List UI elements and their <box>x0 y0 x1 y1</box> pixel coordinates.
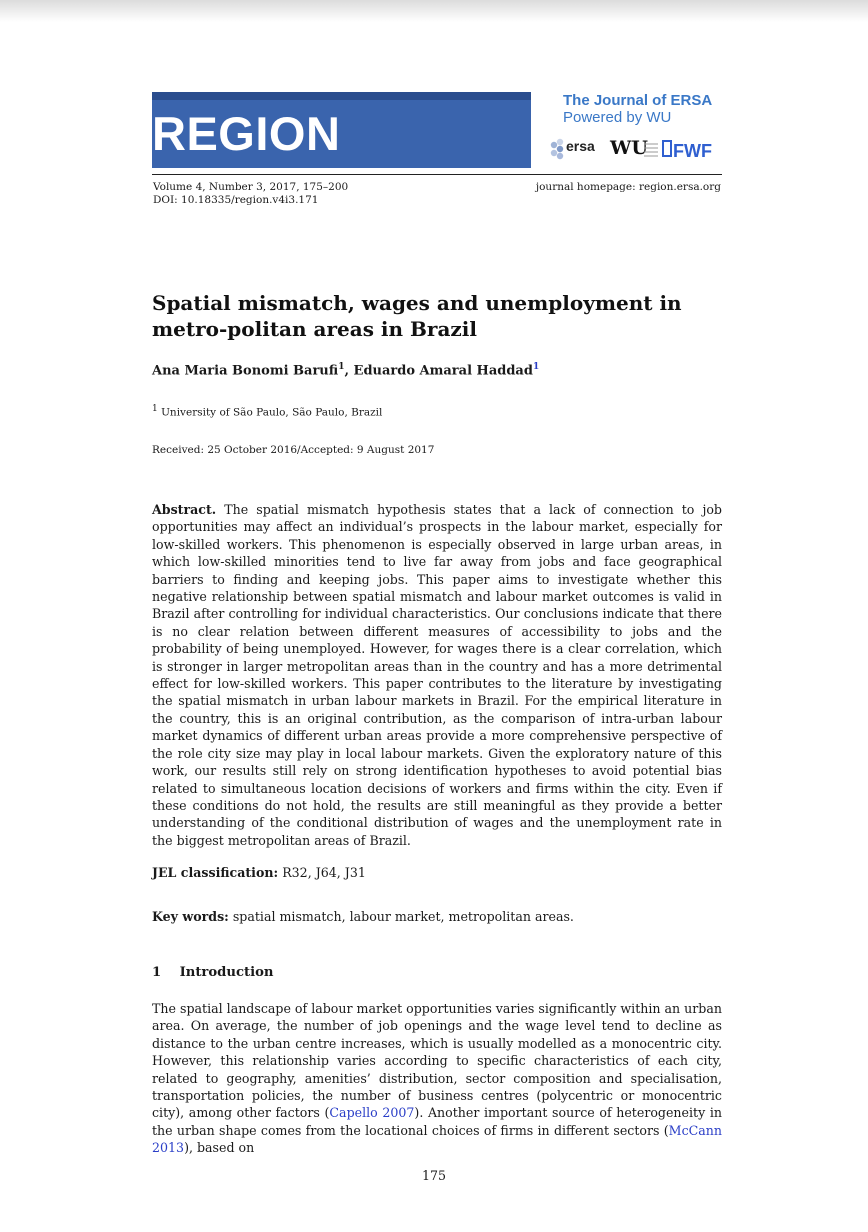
abstract-label: Abstract. <box>152 502 217 517</box>
abstract <box>152 501 722 849</box>
issue-meta <box>153 181 348 207</box>
keywords-list: spatial mismatch, labour market, metropolitan areas. <box>232 909 574 924</box>
section-heading <box>152 965 273 980</box>
journal-name: The Journal of ERSA <box>563 92 713 109</box>
abstract-text: The spatial mismatch hypothesis states that a lack of connection to job opportunities may affect an individual’s prospects in the labour market, especially for low-skilled workers. This phenomenon is especially observed in large urban areas, in which low-skilled minorities tend to live far away from jobs and face geographical barriers to finding and keeping jobs. This paper aims to investigate whether this negative relationship between spatial mismatch and labour market outcomes is valid in Brazil after controlling for individual characteristics. Our conclusions indicate that there is no clear relation between different measures of accessibility to jobs and the probability of being unemployed. However, for wages there is a clear correlation, which is stronger in larger metropolitan areas than in the country and has a more detrimental effect for low-skilled workers. This paper contributes to the literature by investigating the spatial mismatch in urban labour markets in Brazil. For the empirical literature in the country, this is an original contribution, as the comparison of intra-urban labour market dynamics of different urban areas provide a more comprehensive perspective of the role city size may play in local labour markets. Given the exploratory nature of this work, our results still rely on strong identification hypotheses to avoid potential bias related to simultaneous location decisions of workers and firms within the city. Even if these conditions do not hold, the results are still meaningful as they provide a better understanding of the conditional distribution of wages and the unemployment rate in the biggest metropolitan areas of Brazil. <box>152 502 722 848</box>
banner-title: REGION <box>152 107 341 160</box>
intro-paragraph <box>152 1000 722 1157</box>
affiliation <box>152 404 382 419</box>
affiliation-marker-link[interactable]: 1 <box>532 362 540 372</box>
section-title: Introduction <box>179 965 274 980</box>
sponsor-logos <box>548 136 724 164</box>
author-name: Eduardo Amaral Haddad <box>353 363 533 379</box>
intro-text: The spatial landscape of labour market opportunities varies significantly within an urban area. On average, the number of job openings and the wage level tend to decline as distance to the urban centre increases, which is usually modelled as a monocentric city. However, this relationship varies according to specific characteristics of each city, related to geography, amenities’ distribution, sector composition and specialisation, transportation policies, the number of business centres (polycentric or monocentric city), among other factors ( <box>152 1001 722 1121</box>
volume-info: Volume 4, Number 3, 2017, 175–200 <box>153 181 349 193</box>
journal-homepage: journal homepage: region.ersa.org <box>535 181 721 193</box>
journal-branding <box>538 92 722 168</box>
header-rule <box>152 174 722 175</box>
jel-label: JEL classification: <box>152 865 279 880</box>
citation-link[interactable]: McCann 2013 <box>152 1122 722 1156</box>
jel-codes: R32, J64, J31 <box>282 865 366 880</box>
author-separator: , <box>344 363 354 379</box>
page-top-shade <box>0 0 868 22</box>
journal-powered-by: Powered by WU <box>563 109 672 126</box>
received-dates: Received: 25 October 2016/Accepted: 9 August 2017 <box>152 444 435 456</box>
keywords-label: Key words: <box>152 909 229 924</box>
svg-text:FWF: FWF <box>673 141 712 161</box>
key-words <box>152 909 574 924</box>
svg-text:WU: WU <box>610 137 648 159</box>
page-number: 175 <box>421 1168 447 1183</box>
affiliation-marker: 1 <box>338 362 345 372</box>
author-list <box>152 362 539 378</box>
wu-logo-icon <box>609 137 658 159</box>
article-title: Spatial mismatch, wages and unemployment in metro-politan areas in Brazil <box>152 291 682 341</box>
intro-text: ), based on <box>184 1140 255 1156</box>
affiliation-marker: 1 <box>152 404 158 414</box>
ersa-logo-icon <box>551 138 595 159</box>
affiliation-text: University of São Paulo, São Paulo, Brazil <box>161 406 383 419</box>
section-number: 1 <box>152 965 162 980</box>
citation-link[interactable]: Capello 2007 <box>329 1105 415 1121</box>
jel-classification <box>152 865 366 880</box>
author-name: Ana Maria Bonomi Barufi <box>152 363 339 379</box>
intro-text: ). Another important source of heterogeneity in the urban shape comes from the locational choices of firms in different sectors ( <box>152 1105 722 1138</box>
region-banner <box>152 92 531 168</box>
fwf-logo-icon <box>663 141 712 161</box>
doi: DOI: 10.18335/region.v4i3.171 <box>153 194 319 206</box>
svg-text:ersa: ersa <box>566 138 595 154</box>
